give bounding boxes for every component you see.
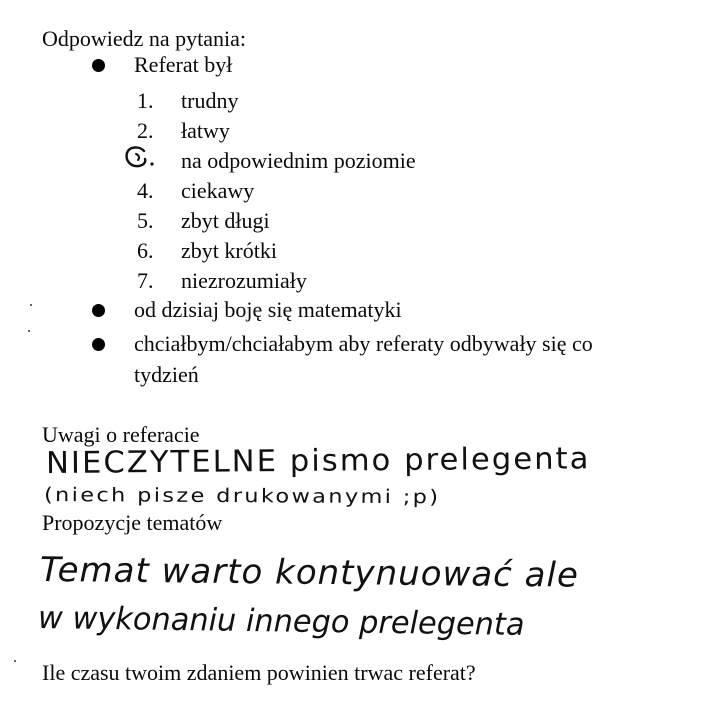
option-number: 4. [137, 178, 154, 203]
remarks-label: Uwagi o referacie [42, 422, 200, 447]
option-text: zbyt krótki [181, 238, 277, 263]
hand-circle-mark [118, 142, 158, 172]
option-text: zbyt długi [181, 208, 270, 233]
question-3-label-line2: tydzień [134, 362, 199, 387]
option-text: ciekawy [181, 178, 255, 203]
question-3-label-line1: chciałbym/chciałabym aby referaty odbywały się co [134, 331, 593, 356]
scan-speck [28, 330, 30, 332]
question-1-label: Referat był [134, 52, 233, 77]
bullet-q2 [92, 304, 105, 317]
option-number: 5. [137, 208, 154, 233]
option-text: łatwy [181, 118, 230, 143]
option-text: na odpowiednim poziomie [181, 148, 416, 173]
option-number: 7. [137, 268, 154, 293]
duration-question-label: Ile czasu twoim zdaniem powinien trwac referat? [42, 660, 476, 685]
topics-label: Propozycje tematów [42, 510, 223, 535]
option-text: trudny [181, 88, 239, 113]
handwritten-remarks-line2: (niech pisze drukowanymi ;p) [43, 484, 441, 509]
option-number: 6. [137, 238, 154, 263]
bullet-q1 [92, 59, 105, 72]
survey-heading: Odpowiedz na pytania: [42, 26, 247, 51]
handwritten-remarks-line1: NIECZYTELNE pismo prelegenta [45, 441, 591, 481]
option-text: niezrozumiały [181, 268, 307, 293]
handwritten-topics-line1: Temat warto kontynuować ale [39, 550, 580, 596]
scan-speck [30, 304, 32, 306]
bullet-q3 [92, 338, 105, 351]
question-2-label: od dzisiaj boję się matematyki [134, 297, 402, 322]
option-number: 2. [137, 118, 154, 143]
handwritten-topics-line2: w wykonaniu innego prelegenta [37, 600, 525, 643]
scan-speck [14, 660, 16, 662]
option-number: 1. [137, 88, 154, 113]
